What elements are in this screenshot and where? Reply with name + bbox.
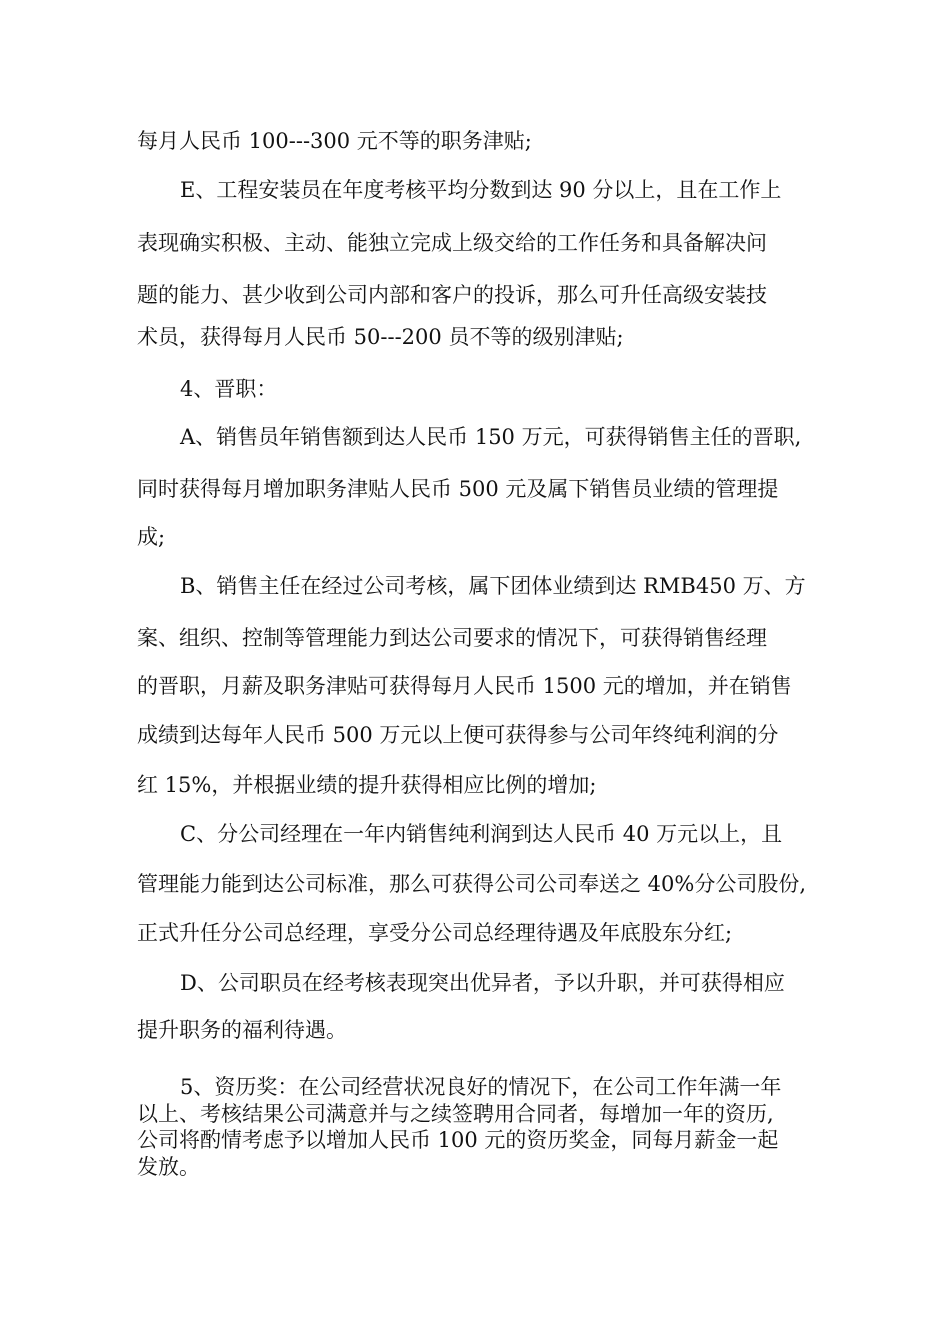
text-line: 正式升任分公司总经理，享受分公司总经理待遇及年底股东分红;	[137, 921, 733, 945]
text-line: B、销售主任在经过公司考核，属下团体业绩到达 RMB450 万、方	[180, 574, 806, 598]
text-line: C、分公司经理在一年内销售纯利润到达人民币 40 万元以上，且	[180, 822, 783, 846]
text-line: 题的能力、甚少收到公司内部和客户的投诉，那么可升任高级安装技	[137, 283, 767, 307]
text-line: D、公司职员在经考核表现突出优异者，予以升职，并可获得相应	[180, 971, 785, 995]
text-line: 公司将酌情考虑予以增加人民币 100 元的资历奖金，同每月薪金一起	[137, 1128, 779, 1152]
text-line: 提升职务的福利待遇。	[137, 1018, 347, 1042]
text-line: 同时获得每月增加职务津贴人民币 500 元及属下销售员业绩的管理提	[137, 477, 779, 501]
text-line: 的晋职，月薪及职务津贴可获得每月人民币 1500 元的增加，并在销售	[137, 674, 792, 698]
text-line: 发放。	[137, 1155, 200, 1179]
text-line: 成绩到达每年人民币 500 万元以上便可获得参与公司年终纯利润的分	[137, 723, 779, 747]
text-line: E、工程安装员在年度考核平均分数到达 90 分以上，且在工作上	[180, 178, 782, 202]
text-line: 4、晋职：	[180, 377, 278, 401]
text-line: 案、组织、控制等管理能力到达公司要求的情况下，可获得销售经理	[137, 626, 767, 650]
text-line: 以上、考核结果公司满意并与之续签聘用合同者，每增加一年的资历,	[137, 1102, 774, 1126]
text-line: 术员，获得每月人民币 50---200 员不等的级别津贴;	[137, 325, 624, 349]
text-line: 表现确实积极、主动、能独立完成上级交给的工作任务和具备解决问	[137, 231, 767, 255]
text-line: 红 15%，并根据业绩的提升获得相应比例的增加;	[137, 773, 597, 797]
text-line: 5、资历奖：在公司经营状况良好的情况下，在公司工作年满一年	[180, 1075, 782, 1099]
text-line: A、销售员年销售额到达人民币 150 万元，可获得销售主任的晋职,	[180, 425, 802, 449]
text-line: 管理能力能到达公司标准，那么可获得公司公司奉送之 40%分公司股份,	[137, 872, 807, 896]
text-line: 每月人民币 100---300 元不等的职务津贴;	[137, 129, 532, 153]
text-line: 成;	[137, 525, 166, 549]
